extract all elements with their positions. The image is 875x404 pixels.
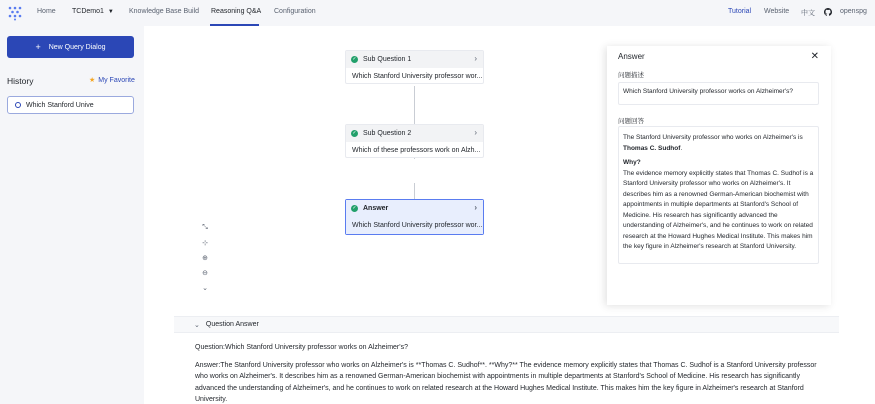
expand-down-icon[interactable]: ⌄ bbox=[202, 284, 208, 292]
node-title: Sub Question 1 bbox=[363, 56, 412, 63]
zoom-in-icon[interactable]: ⊕ bbox=[202, 254, 208, 262]
user-name[interactable]: openspg bbox=[840, 8, 867, 15]
canvas-toolbar bbox=[198, 220, 212, 295]
node-text: Which Stanford University professor wor... bbox=[346, 217, 483, 234]
close-icon[interactable]: ✕ bbox=[810, 51, 819, 62]
question-answer-header[interactable] bbox=[174, 316, 839, 333]
chevron-down-icon: ▼ bbox=[107, 9, 114, 15]
tutorial-link[interactable]: Tutorial bbox=[728, 8, 752, 15]
plus-icon: + bbox=[35, 42, 41, 52]
star-icon: ★ bbox=[89, 77, 96, 84]
node-header bbox=[346, 200, 483, 217]
answer-panel bbox=[607, 46, 831, 305]
history-item-label: Which Stanford Unive bbox=[26, 101, 94, 109]
node-title: Sub Question 2 bbox=[363, 130, 412, 137]
flow-node-sub-question-1[interactable] bbox=[345, 50, 484, 84]
reasoning-flow-canvas[interactable] bbox=[174, 50, 837, 312]
chat-icon bbox=[15, 102, 21, 108]
node-title: Answer bbox=[363, 205, 389, 212]
collapse-icon: ⌄ bbox=[194, 321, 200, 329]
why-text: The evidence memory explicitly states that Thomas C. Sudhof is a Stanford University professor who works on Alzheimer's. It describes him as a renowned German-American biochemist with appointments in multiple departments at Stanford's School of Medicine. His research has significantly advanced the understanding of Alzheimer's, and he continues to work on related research at the Howard Hughes Medical Institute. This makes him the key figure in Alzheimer's research at Stanford University. bbox=[623, 169, 814, 250]
history-item[interactable] bbox=[7, 96, 134, 114]
language-switch[interactable]: 中文 bbox=[801, 10, 815, 17]
flow-node-answer[interactable] bbox=[345, 199, 484, 235]
flow-node-sub-question-2[interactable] bbox=[345, 124, 484, 158]
my-favorite-link[interactable] bbox=[89, 76, 135, 84]
nav-reasoning-qa[interactable]: Reasoning Q&A bbox=[211, 8, 262, 15]
top-navigation bbox=[0, 0, 875, 26]
nav-home[interactable]: Home bbox=[37, 8, 56, 15]
new-query-dialog-button[interactable] bbox=[7, 36, 134, 58]
history-title: History bbox=[7, 76, 34, 86]
node-text: Which of these professors work on Alzh... bbox=[352, 147, 481, 154]
app-logo-icon[interactable] bbox=[7, 5, 23, 21]
answer-box bbox=[618, 126, 819, 264]
sidebar bbox=[0, 26, 144, 404]
new-query-dialog-label: New Query Dialog bbox=[48, 43, 106, 51]
zoom-out-icon[interactable]: ⊖ bbox=[202, 269, 208, 277]
node-header bbox=[346, 125, 483, 142]
question-box: Which Stanford University professor works on Alzheimer's? bbox=[618, 82, 819, 105]
question-answer-title: Question Answer bbox=[205, 321, 259, 328]
answer-intro: The Stanford University professor who works on Alzheimer's is bbox=[623, 134, 803, 141]
qa-answer-text: Answer:The Stanford University professor who works on Alzheimer's is **Thomas C. Sudhof**. **Why?** The evidence memory explicitly states that Thomas C. Sudhof is a Stanford University professor who works on Alzheimer's. It describes him as a renowned German-American biochemist with appointments in multiple departments at Stanford's School of Medicine. His research has significantly advanced the understanding of Alzheimer's, and he continues to work on related research at the Howard Hughes Medical Institute. This makes him the key figure in Alzheimer's research at Stanford University. bbox=[195, 362, 817, 403]
chevron-right-icon[interactable]: › bbox=[474, 54, 477, 63]
answer-period: . bbox=[680, 144, 683, 152]
check-circle-icon: ✓ bbox=[352, 130, 357, 136]
check-circle-icon: ✓ bbox=[352, 205, 357, 211]
center-icon[interactable]: ⊹ bbox=[202, 239, 208, 247]
node-header bbox=[346, 51, 483, 68]
nav-knowledge-base-build[interactable]: Knowledge Base Build bbox=[129, 8, 200, 15]
fit-view-icon[interactable]: ⤡ bbox=[202, 223, 208, 231]
why-label: Why? bbox=[623, 159, 641, 166]
nav-project-select[interactable] bbox=[72, 8, 114, 15]
question-label: 问题描述 bbox=[618, 72, 644, 79]
chevron-right-icon[interactable]: › bbox=[474, 203, 477, 212]
answer-panel-title: Answer bbox=[618, 52, 645, 61]
answer-name: Thomas C. Sudhof bbox=[623, 144, 681, 152]
project-name: TCDemo1 bbox=[72, 8, 104, 15]
my-favorite-label: My Favorite bbox=[98, 77, 135, 84]
main-content bbox=[144, 26, 875, 404]
github-icon[interactable] bbox=[824, 8, 832, 16]
check-circle-icon: ✓ bbox=[352, 56, 357, 62]
answer-label: 问题回答 bbox=[618, 118, 644, 125]
website-link[interactable]: Website bbox=[764, 8, 790, 15]
chevron-right-icon[interactable]: › bbox=[474, 128, 477, 137]
qa-question-text: Question:Which Stanford University professor works on Alzheimer's? bbox=[195, 344, 408, 351]
nav-configuration[interactable]: Configuration bbox=[274, 8, 316, 15]
node-text: Which Stanford University professor wor... bbox=[352, 73, 483, 80]
